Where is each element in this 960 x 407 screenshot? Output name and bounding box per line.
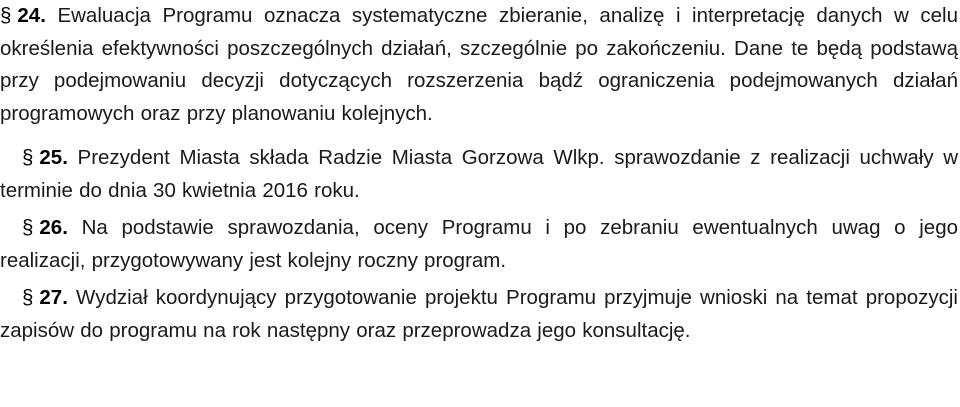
paragraph-25 bbox=[0, 142, 958, 207]
paragraph-number: 24. bbox=[17, 4, 46, 27]
section-symbol: § bbox=[22, 216, 34, 239]
section-symbol: § bbox=[0, 4, 12, 27]
section-symbol: § bbox=[22, 146, 34, 169]
paragraph-text: Na podstawie sprawozdania, oceny Programu i po zebraniu ewentualnych uwag o jego realizacji, przygotowywany jest kolejny roczny program. bbox=[0, 216, 958, 272]
paragraph-number: 26. bbox=[39, 216, 68, 239]
paragraph-27 bbox=[0, 282, 958, 347]
paragraph-26 bbox=[0, 212, 958, 277]
paragraph-24 bbox=[0, 0, 958, 130]
paragraph-number: 27. bbox=[39, 286, 68, 309]
paragraph-text: Wydział koordynujący przygotowanie projektu Programu przyjmuje wnioski na temat propozycji zapisów do programu na rok następny oraz przeprowadza jego konsultację. bbox=[0, 286, 958, 342]
section-symbol: § bbox=[22, 286, 34, 309]
paragraph-number: 25. bbox=[39, 146, 68, 169]
paragraph-text: Ewaluacja Programu oznacza systematyczne zbieranie, analizę i interpretację danych w celu określenia efektywności poszczególnych działań, szczególnie po zakończeniu. Dane te będą podstawą przy podejmowaniu decyzji dotyczących rozszerzenia bądź ograniczenia podejmowanych działań programowych oraz przy planowaniu kolejnych. bbox=[0, 4, 958, 125]
paragraph-text: Prezydent Miasta składa Radzie Miasta Gorzowa Wlkp. sprawozdanie z realizacji uchwały w terminie do dnia 30 kwietnia 2016 roku. bbox=[0, 146, 959, 202]
